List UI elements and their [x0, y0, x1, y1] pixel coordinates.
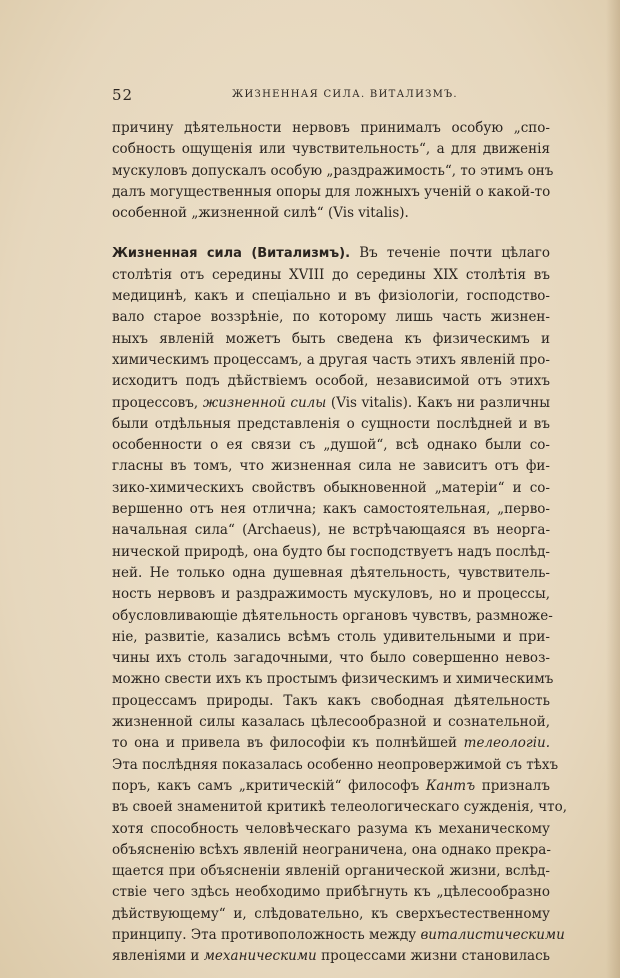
text-run: процессами жизни становилась [316, 948, 551, 965]
text-line [112, 243, 550, 264]
text-line [112, 393, 550, 414]
text-run: принципу. Эта противоположность между [112, 926, 421, 943]
italic-term: телеологіи. [463, 735, 550, 752]
body-text [112, 118, 568, 968]
running-head: ЖИЗНЕННАЯ СИЛА. ВИТАЛИЗМЪ. [232, 89, 458, 100]
text-line: жизненной силы казалась цѣлесообразной и сознательной, [112, 714, 550, 731]
text-line: ность нервовъ и раздражимость мускуловъ, но и процессы, [112, 586, 550, 603]
text-line [112, 733, 550, 754]
text-line: далъ могущественныя опоры для ложныхъ ученій о какой-то [112, 183, 551, 200]
text-line: ствіе чего здѣсь необходимо прибѣгнуть къ „цѣлесообразно [112, 884, 550, 901]
text-line: процессамъ природы. Такъ какъ свободная дѣятельность [112, 692, 550, 709]
text-line: исходитъ подъ дѣйствіемъ особой, независимой отъ этихъ [112, 373, 550, 390]
text-line: щается при объясненіи явленій органической жизни, вслѣд- [112, 863, 550, 880]
text-line: начальная сила“ (Archaeus), не встрѣчающаяся въ неорга- [112, 522, 550, 539]
italic-term: Кантъ [425, 777, 476, 794]
text-line: особенности о ея связи съ „душой“, всѣ однако были со- [112, 437, 550, 454]
text-line: въ своей знаменитой критикѣ телеологическаго сужденія, что, [112, 799, 568, 816]
text-line: дѣйствующему“ и, слѣдовательно, къ сверхъестественному [112, 905, 550, 922]
text-line: хотя способность человѣческаго разума къ механическому [112, 820, 550, 837]
page-edge-shadow [606, 0, 620, 978]
text-line: столѣтія отъ середины XVIII до середины XIX столѣтія въ [112, 266, 550, 283]
text-line [112, 925, 565, 946]
text-run: то она и привела въ философіи къ полнѣйшей [112, 735, 464, 752]
section-heading: Жизненная сила (Витализмъ). [112, 246, 351, 262]
paragraph-2 [112, 243, 568, 967]
text-run: Въ теченіе почти цѣлаго [350, 245, 550, 262]
text-line: мускуловъ допускалъ особую „раздражимость“, то этимъ онъ [112, 162, 554, 179]
text-line [112, 946, 550, 967]
text-line [112, 776, 550, 797]
text-line: вало старое воззрѣніе, по которому лишь часть жизнен- [112, 309, 550, 326]
text-line: причину дѣятельности нервовъ принималъ особую „спо- [112, 120, 550, 136]
text-line: обусловливающіе дѣятельность органовъ чувствъ, размноже- [112, 607, 553, 624]
text-line: были отдѣльныя представленія о сущности послѣдней и въ [112, 415, 550, 432]
italic-term: механическими [203, 948, 317, 965]
text-run: (Vis vitalis). Какъ ни различны [326, 394, 550, 411]
text-line: чины ихъ столь загадочными, что было совершенно невоз- [112, 650, 550, 667]
text-line: химическимъ процессамъ, а другая часть этихъ явленій про- [112, 351, 550, 368]
text-line: ніе, развитіе, казались всѣмъ столь удивительными и при- [112, 628, 550, 645]
text-line: собность ощущенія или чувствительность“, а для движенія [112, 141, 550, 158]
page-header [112, 86, 512, 106]
text-run: призналъ [475, 777, 550, 794]
italic-term: виталистическими [420, 926, 565, 943]
text-line: вершенно отъ нея отлична; какъ самостоятельная, „перво- [112, 501, 550, 518]
italic-term: жизненной силы [202, 394, 327, 411]
text-line: медицинѣ, какъ и спеціально и въ физіологіи, господство- [112, 288, 550, 305]
text-run: поръ, какъ самъ „критическій“ философъ [112, 777, 426, 794]
text-line: можно свести ихъ къ простымъ физическимъ и химическимъ [112, 671, 554, 688]
paragraph-1 [112, 118, 554, 224]
text-line: ныхъ явленій можетъ быть сведена къ физическимъ и [112, 330, 550, 347]
text-line: объясненію всѣхъ явленій неограничена, она однако прекра- [112, 841, 551, 858]
text-line: ней. Не только одна душевная дѣятельность, чувствитель- [112, 564, 550, 581]
text-run: процессовъ, [112, 394, 203, 411]
text-line: нической природѣ, она будто бы господствуетъ надъ послѣд- [112, 543, 550, 560]
text-line: зико-химическихъ свойствъ обыкновенной „матеріи“ и со- [112, 479, 550, 496]
text-line: Эта послѣдняя показалась особенно неопровержимой съ тѣхъ [112, 756, 559, 773]
text-line: гласны въ томъ, что жизненная сила не зависитъ отъ фи- [112, 458, 550, 475]
text-run: явленіями и [112, 948, 204, 965]
text-line: особенной „жизненной силѣ“ (Vis vitalis). [112, 205, 409, 222]
page-number: 52 [112, 86, 134, 104]
